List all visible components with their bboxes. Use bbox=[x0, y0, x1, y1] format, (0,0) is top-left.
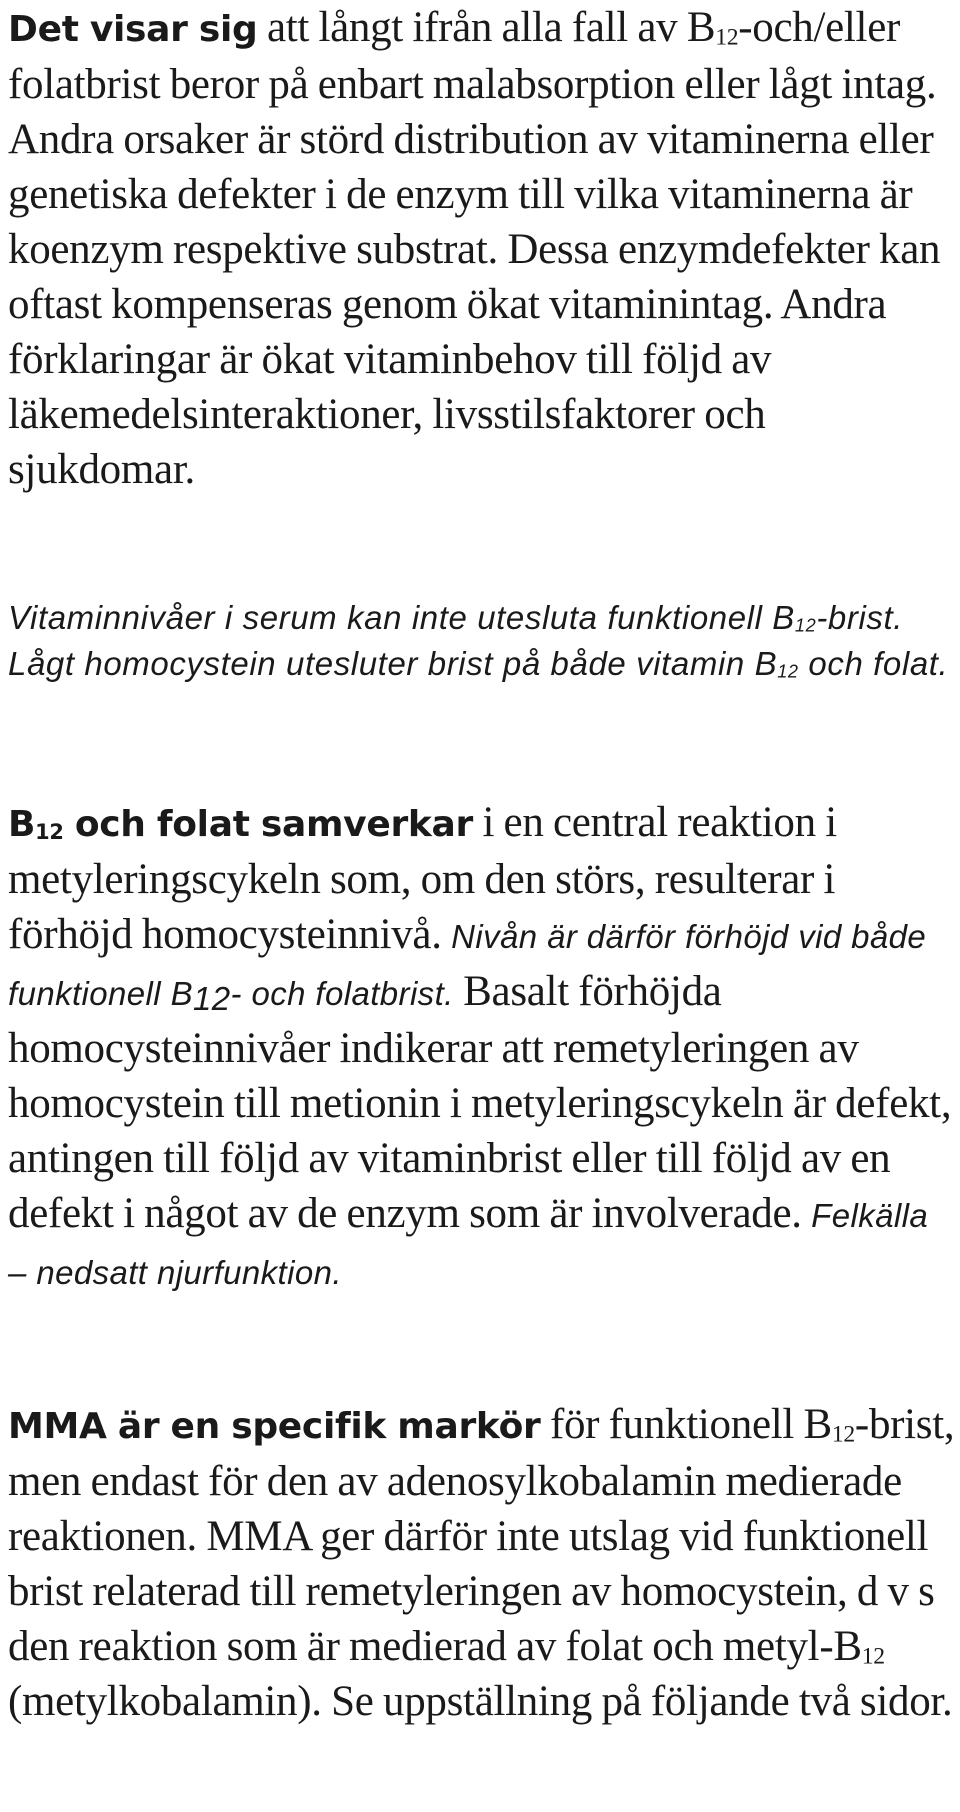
subscript: 12 bbox=[794, 615, 817, 636]
paragraph-text: att långt ifrån alla fall av B bbox=[257, 4, 716, 51]
note-text: Vitaminnivåer i serum kan inte utesluta funktionell B bbox=[8, 599, 795, 636]
paragraph-text: -brist, men endast för den av adenosylkobalamin medierade reaktionen. MMA ger därför inte utslag vid funktionell brist relaterad till remetyleringen av homocystein, d v s den reaktion som är medierad av folat och metyl-B bbox=[8, 1401, 955, 1670]
paragraph-mma bbox=[8, 1397, 956, 1729]
note-text: -brist. Lågt homocystein utesluter brist på både vitamin B bbox=[8, 599, 904, 682]
paragraph-text: Basalt förhöjda homocysteinnivåer indikerar att remetyleringen av homocystein till metionin i metyleringscykeln är defekt, antingen till följd av vitaminbrist eller till följd av en defekt i något av de enzym som är involverade. bbox=[8, 968, 952, 1237]
paragraph-lead: MMA är en specifik markör bbox=[8, 1406, 541, 1447]
paragraph-lead: Det visar sig bbox=[8, 9, 258, 50]
subscript: 12 bbox=[777, 661, 799, 682]
paragraph-malabsorption bbox=[8, 0, 956, 497]
paragraph-text: för funktionell B bbox=[540, 1401, 832, 1448]
paragraph-serum-note bbox=[8, 595, 956, 687]
lead-rest: och folat samverkar bbox=[63, 804, 473, 845]
italic-text: - och folatbrist. bbox=[230, 975, 454, 1012]
italic-text: Felkälla – nedsatt njurfunktion. bbox=[8, 1197, 929, 1291]
paragraph-homocysteine bbox=[8, 795, 956, 1300]
subscript: 12 bbox=[192, 979, 231, 1017]
subscript: 12 bbox=[831, 1421, 855, 1448]
subscript: 12 bbox=[715, 24, 739, 51]
paragraph-text: (metylkobalamin). Se uppställning på följande två sidor. bbox=[8, 1678, 953, 1725]
subscript: 12 bbox=[861, 1643, 885, 1670]
subscript: 12 bbox=[35, 820, 64, 845]
paragraph-text: -och/eller folatbrist beror på enbart malabsorption eller lågt intag. Andra orsaker är störd distribution av vitaminerna eller genetiska defekter i de enzym till vilka vitaminerna är koenzym respektive substrat. Dessa enzymdefekter kan oftast kompenseras genom ökat vitaminintag. Andra förklaringar är ökat vitaminbehov till följd av läkemedelsinteraktioner, livsstilsfaktorer och sjukdomar. bbox=[8, 4, 941, 493]
lead-b: B bbox=[8, 804, 36, 845]
italic-text: Nivån är därför förhöjd vid både funktionell B bbox=[8, 918, 927, 1012]
paragraph-text: i en central reaktion i metyleringscykeln som, om den störs, resulterar i förhöjd homocysteinnivå. bbox=[8, 799, 837, 958]
paragraph-lead bbox=[8, 804, 473, 845]
note-text: och folat. bbox=[798, 645, 949, 682]
